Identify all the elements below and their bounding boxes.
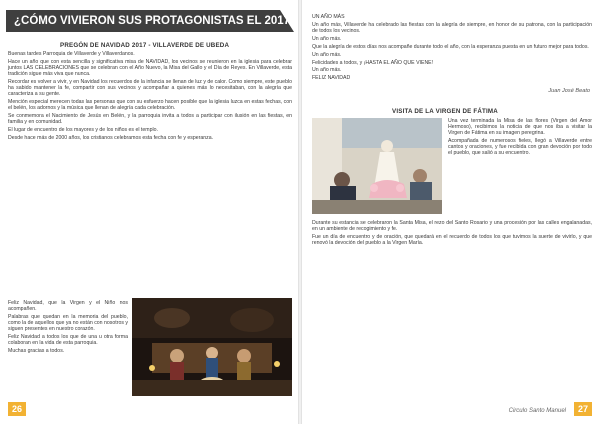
- page-number-left: 26: [8, 402, 26, 416]
- pregon-paragraph: Muchas gracias a todos.: [8, 348, 65, 355]
- virgin-of-fatima-image: [312, 118, 442, 214]
- pregon-text-lower: [8, 300, 128, 356]
- un-ano-mas-paragraph: Un año más.: [312, 67, 342, 74]
- fatima-paragraph: Una vez terminada la Misa de las flores (Virgen del Amor Hermoso), recibimos la noticia de que nos iba a visitar la Virgen de Fátima en su imagen peregrina.: [448, 118, 592, 137]
- un-ano-mas-paragraph: UN AÑO MÁS: [312, 14, 345, 20]
- un-ano-mas-paragraph: Un año más, Villaverde ha celebrado las fiestas con la alegría de siempre, en honor de su patrona, con la participación de todos los vecinos.: [312, 21, 592, 34]
- right-page: [302, 0, 600, 424]
- un-ano-mas-text: [312, 14, 592, 83]
- un-ano-mas-paragraph: Felicidades a todos, y ¡HASTA EL AÑO QUE VIENE!: [312, 59, 434, 66]
- un-ano-mas-paragraph: Un año más.: [312, 51, 342, 58]
- signature: Juan José Beato: [548, 88, 590, 94]
- pregon-paragraph: Feliz Navidad, que la Virgen y el Niño nos acompañen.: [8, 300, 128, 313]
- fatima-section-title: VISITA DE LA VIRGEN DE FÁTIMA: [392, 108, 498, 115]
- footer-text: Circulo Santo Manuel: [508, 408, 566, 414]
- pregon-paragraph: Se conmemora el Nacimiento de Jesús en Belén, y la parroquia invita a todos a participar con ilusión en las fiestas, en familia y en comunidad.: [8, 113, 292, 126]
- pregon-paragraph: Desde hace más de 2000 años, los cristianos celebramos esta fecha con fe y esperanza.: [8, 134, 214, 141]
- fatima-photo: [312, 118, 442, 214]
- fatima-paragraph: Fue un día de encuentro y de oración, que quedará en el recuerdo de todos los que tuvimos la suerte de vivirlo, y que renovó la devoción del pueblo a la Virgen María.: [312, 233, 592, 247]
- un-ano-mas-paragraph: FELIZ NAVIDAD: [312, 75, 351, 82]
- nativity-photo: [132, 298, 292, 396]
- un-ano-mas-paragraph: Un año más.: [312, 35, 342, 42]
- pregon-paragraph: Feliz Navidad a todos los que de una u otra forma colaboran en la vida de esta parroquia.: [8, 334, 128, 347]
- nativity-scene-image: [132, 298, 292, 396]
- pregon-paragraph: Hace un año que con esta sencilla y significativa misa de NAVIDAD, los vecinos se reunieron en la iglesia para celebrar juntos LAS CELEBRACIONES que se celebran con el Año Nuevo, la Misa del Gallo y el Día de Reyes. En Villaverde, esta tradición sigue más viva que nunca.: [8, 58, 292, 78]
- banner-corner: [280, 10, 294, 32]
- header-title: ¿CÓMO VIVIERON SUS PROTAGONISTAS EL 2017?: [14, 15, 298, 27]
- pregon-paragraph: Recordar es volver a vivir, y en Navidad los recuerdos de la infancia se llenan de luz y de calor. Como siempre, este pueblo ha sabido mantener la fe, compartir con sus vecinos y acompañar a quienes más lo necesitaban, con la alegría que caracteriza a su gente.: [8, 78, 292, 98]
- fatima-paragraph: Acompañada de numerosos fieles, llegó a Villaverde entre cantos y oraciones, y fue recibida con gran devoción por todo el pueblo, que salió a su encuentro.: [448, 138, 592, 157]
- un-ano-mas-paragraph: Que la alegría de estos días nos acompañe durante todo el año, con la esperanza puesta en un futuro mejor para todos.: [312, 43, 589, 50]
- fatima-text-below: [312, 220, 592, 248]
- left-page: [0, 0, 298, 424]
- page-number-right: 27: [574, 402, 592, 416]
- pregon-paragraph: Buenas tardes Parroquia de Villaverde y Villaverdanos.: [8, 51, 135, 57]
- pregon-paragraph: Mención especial merecen todas las personas que con su esfuerzo hacen posible que la iglesia luzca en estas fechas, con el belén, los adornos y la música que llenan de alegría cada celebración.: [8, 99, 292, 112]
- pregon-text-upper: [8, 51, 292, 143]
- fatima-text-beside: [448, 118, 592, 158]
- fatima-paragraph: Durante su estancia se celebraron la Santa Misa, el rezo del Santo Rosario y una procesión por las calles engalanadas, en un ambiente de recogimiento y fe.: [312, 220, 592, 233]
- pregon-section-title: PREGÓN DE NAVIDAD 2017 - VILLAVERDE DE UBEDA: [60, 42, 230, 49]
- pregon-paragraph: El lugar de encuentro de los mayores y de los niños es el templo.: [8, 127, 158, 134]
- pregon-paragraph: Palabras que quedan en la memoria del pueblo, como la de aquellos que ya no están con nosotros y siguen presentes en nuestro corazón.: [8, 313, 128, 333]
- header-banner: [6, 10, 298, 32]
